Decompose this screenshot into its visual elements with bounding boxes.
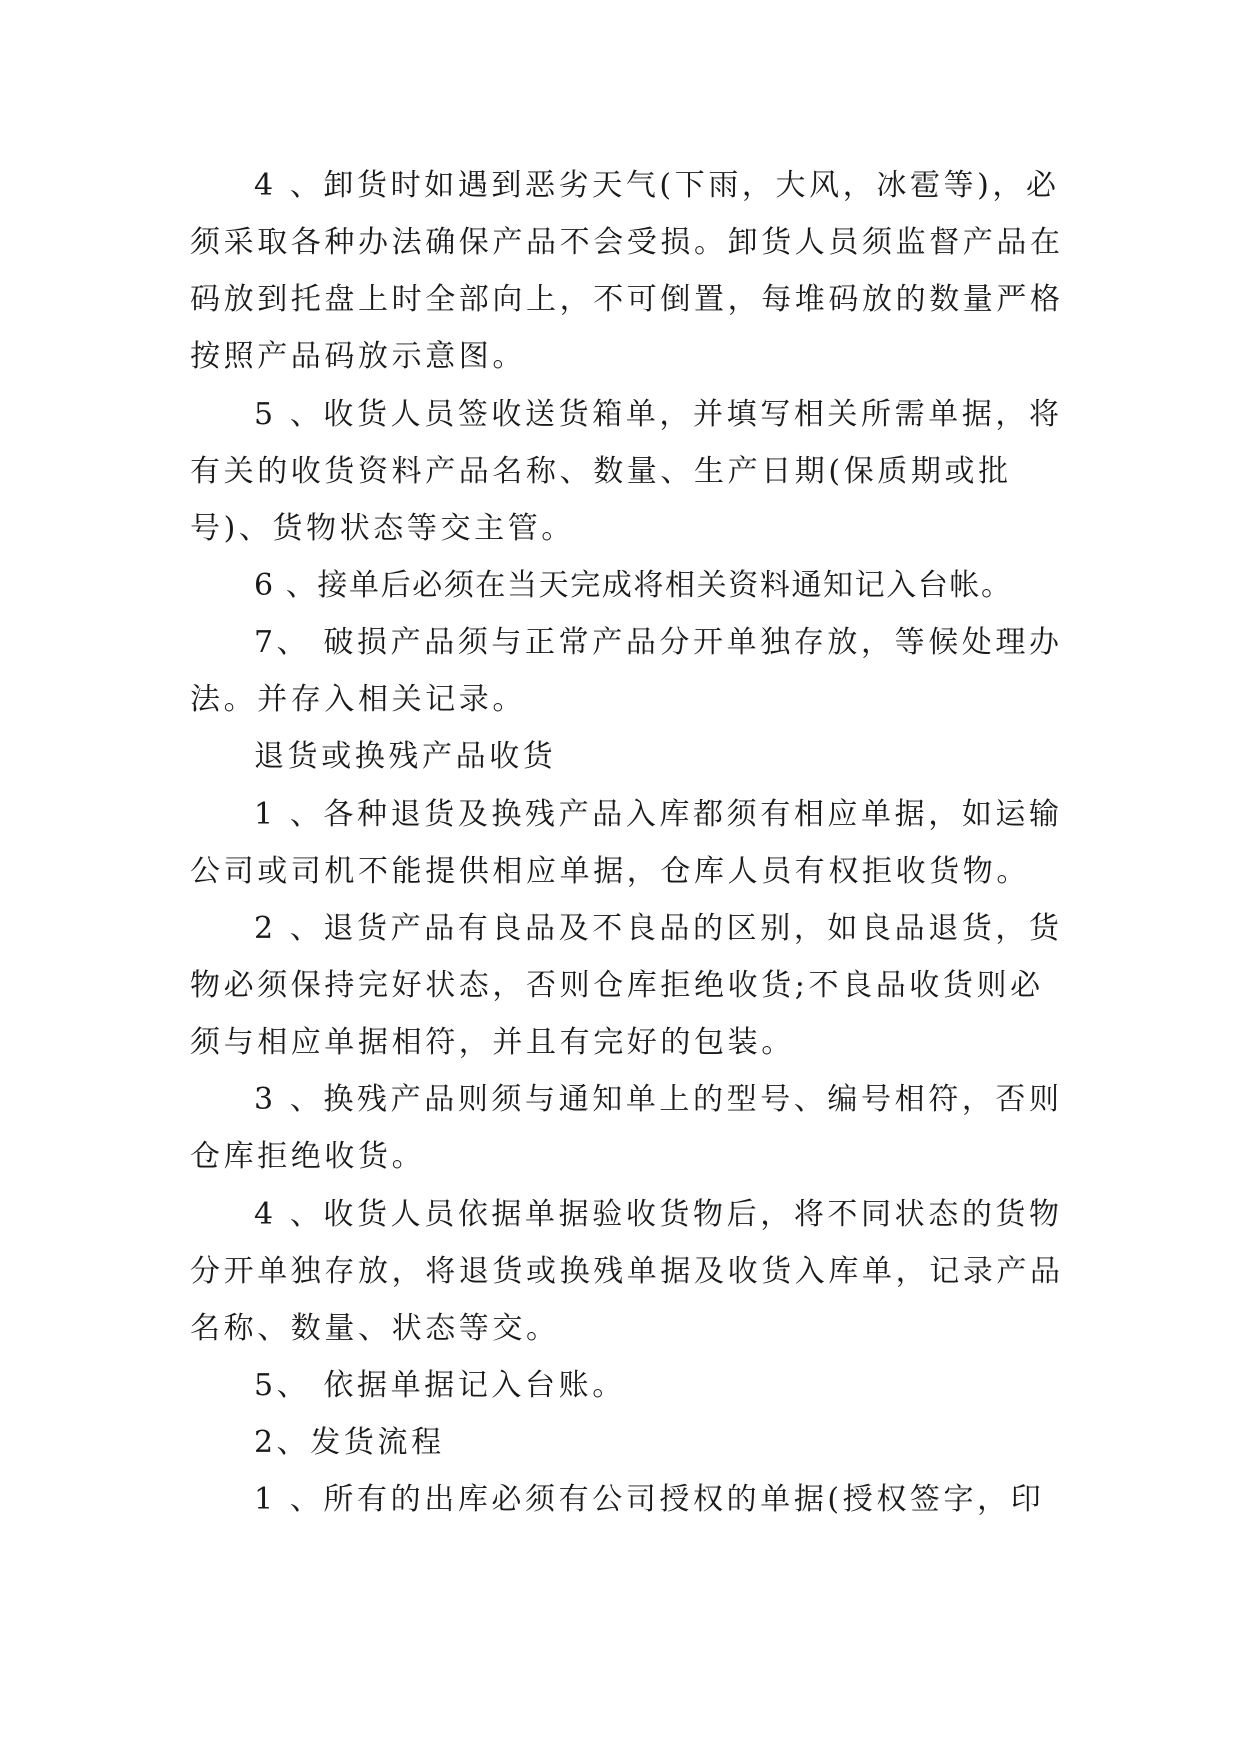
paragraph-line: 2 、退货产品有良品及不良品的区别，如良品退货，货 (254, 911, 1063, 946)
paragraph-line: 7、 破损产品须与正常产品分开单独存放，等候处理办 (254, 625, 1063, 660)
paragraph-line: 5 、收货人员签收送货箱单，并填写相关所需单据，将 (254, 397, 1063, 432)
paragraph-line: 5、 依据单据记入台账。 (254, 1368, 626, 1403)
paragraph-line: 1 、各种退货及换残产品入库都须有相应单据，如运输 (254, 797, 1063, 832)
paragraph-line: 号)、货物状态等交主管。 (190, 511, 575, 546)
paragraph-line: 有关的收货资料产品名称、数量、生产日期(保质期或批 (190, 454, 1012, 489)
paragraph-line: 3 、换残产品则须与通知单上的型号、编号相符，否则 (254, 1082, 1063, 1117)
paragraph-line: 4 、卸货时如遇到恶劣天气(下雨，大风，冰雹等)，必 (254, 168, 1060, 203)
paragraph-line: 物必须保持完好状态，否则仓库拒绝收货;不良品收货则必 (190, 968, 1044, 1003)
paragraph-line: 名称、数量、状态等交。 (190, 1311, 560, 1346)
paragraph-line: 按照产品码放示意图。 (190, 339, 526, 374)
section-heading: 2、发货流程 (254, 1425, 445, 1460)
paragraph-line: 4 、收货人员依据单据验收货物后，将不同状态的货物 (254, 1197, 1063, 1232)
paragraph-line: 公司或司机不能提供相应单据，仓库人员有权拒收货物。 (190, 854, 1030, 889)
paragraph-line: 须与相应单据相符，并且有完好的包装。 (190, 1025, 795, 1060)
paragraph-line: 6 、接单后必须在当天完成将相关资料通知记入台帐。 (254, 568, 1013, 603)
paragraph-line: 码放到托盘上时全部向上，不可倒置，每堆码放的数量严格 (190, 282, 1064, 317)
paragraph-line: 1 、所有的出库必须有公司授权的单据(授权签字，印 (254, 1482, 1045, 1517)
paragraph-line: 须采取各种办法确保产品不会受损。卸货人员须监督产品在 (190, 225, 1064, 260)
section-heading: 退货或换残产品收货 (254, 739, 557, 774)
paragraph-line: 分开单独存放，将退货或换残单据及收货入库单，记录产品 (190, 1254, 1064, 1289)
paragraph-line: 法。并存入相关记录。 (190, 682, 526, 717)
paragraph-line: 仓库拒绝收货。 (190, 1139, 426, 1174)
